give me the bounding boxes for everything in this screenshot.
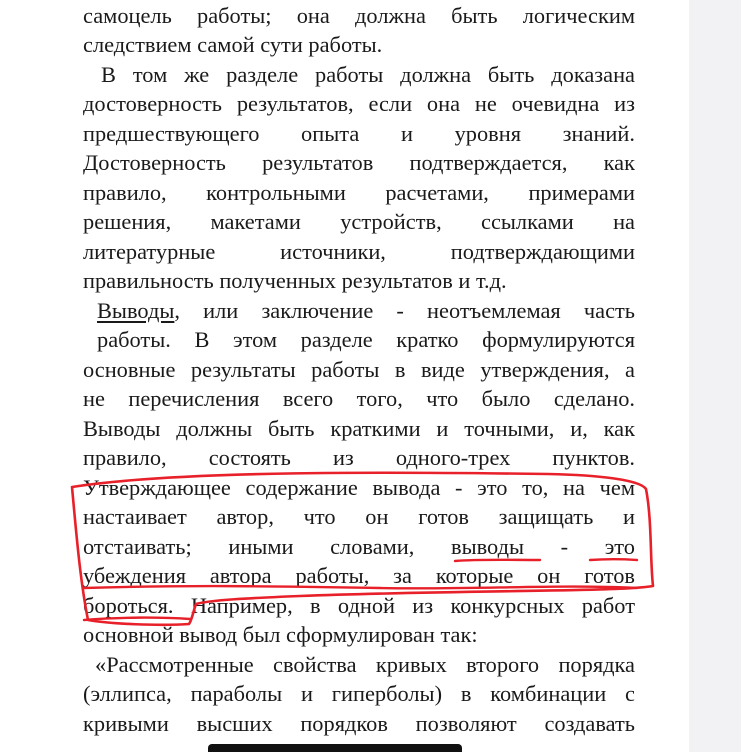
text-line: кривыми высших порядков позволяют создавать: [83, 711, 635, 736]
highlighted-text-line: Утверждающее содержание вывода - это то, на чем: [83, 475, 635, 500]
text-line: литературные источники, подтверждающими: [83, 239, 635, 264]
highlighted-text-line: убеждения автора работы, за которые он готов: [83, 563, 635, 588]
highlighted-text-line: бороться. Например, в одной из конкурсных работ: [83, 593, 635, 618]
highlighted-text-line: настаивает автор, что он готов защищать и: [83, 504, 635, 529]
text-line: работы. В этом разделе кратко формулируются: [97, 327, 635, 352]
text-line: решения, макетами устройств, ссылками на: [83, 209, 635, 234]
side-margin-panel: [689, 0, 741, 752]
text-line: основной вывод был сформулирован так:: [83, 622, 478, 647]
text-line: не перечисления всего того, что было сделано.: [83, 386, 635, 411]
text-line: правило, состоять из одного-трех пунктов.: [83, 445, 635, 470]
text-line: достоверность результатов, если она не очевидна из: [83, 91, 635, 116]
text-line: самоцель работы; она должна быть логическим: [83, 3, 635, 28]
highlighted-text-line: отстаивать; иными словами, выводы - это: [83, 534, 635, 559]
text-line: правильность полученных результатов и т.д.: [83, 268, 507, 293]
bottom-overlay-bar: [208, 744, 462, 752]
text-line: Достоверность результатов подтверждается, как: [83, 150, 635, 175]
underlined-heading-word: Выводы: [97, 298, 175, 323]
text-line: предшествующего опыта и уровня знаний.: [83, 121, 635, 146]
paragraph-first-line: В том же разделе работы должна быть доказана: [101, 62, 635, 87]
text-line: правило, контрольными расчетами, примерами: [83, 180, 635, 205]
heading-rest: , или заключение - неотъемлемая часть: [174, 298, 635, 323]
text-line: следствием самой сути работы.: [83, 32, 383, 57]
quote-first-line: «Рассмотренные свойства кривых второго порядка: [95, 652, 635, 677]
text-line: основные результаты работы в виде утверждения, а: [83, 357, 635, 382]
paragraph-first-line-vyvody: [97, 296, 635, 326]
text-line: (эллипса, параболы и гиперболы) в комбинации с: [83, 681, 635, 706]
text-line: Выводы должны быть краткими и точными, и, как: [83, 416, 635, 441]
